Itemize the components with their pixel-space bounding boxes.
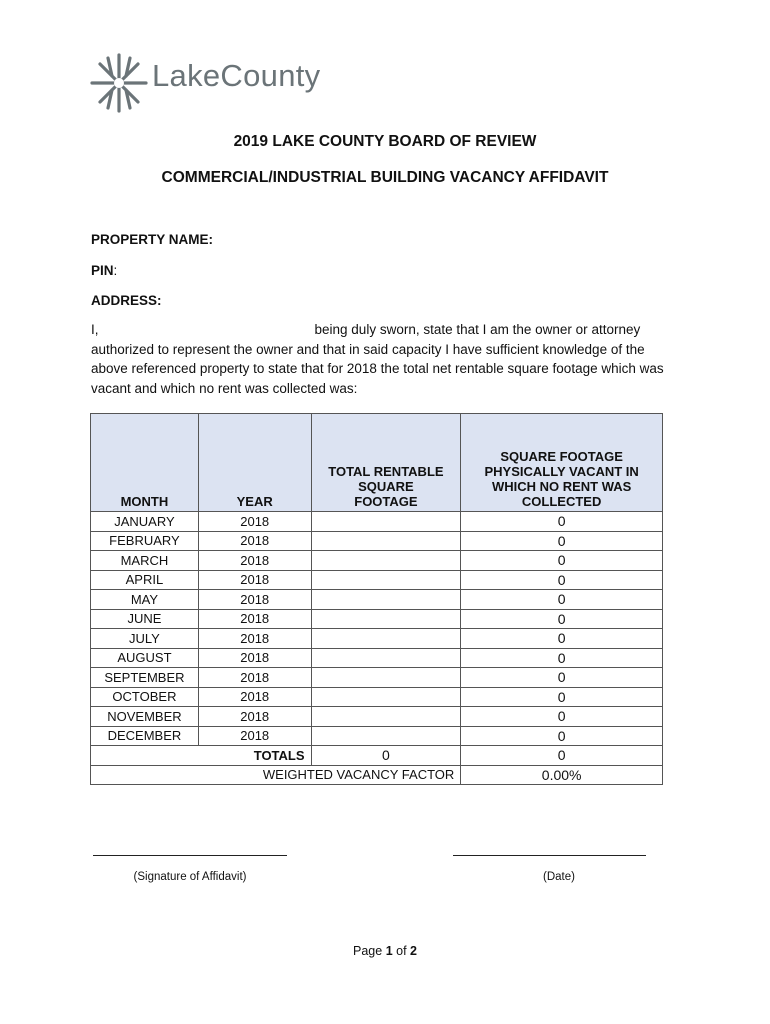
year-cell: 2018 bbox=[198, 629, 311, 649]
total-rentable-cell bbox=[311, 707, 461, 727]
month-cell: DECEMBER bbox=[91, 726, 199, 746]
pin-label bbox=[91, 263, 117, 278]
header-vacant-footage: SQUARE FOOTAGE PHYSICALLY VACANT IN WHICH NO RENT WAS COLLECTED bbox=[461, 414, 663, 512]
vacancy-table bbox=[90, 413, 663, 785]
header-month: MONTH bbox=[91, 414, 199, 512]
date-caption: (Date) bbox=[543, 871, 575, 883]
totals-rentable: 0 bbox=[311, 746, 461, 766]
month-cell: SEPTEMBER bbox=[91, 668, 199, 688]
year-cell: 2018 bbox=[198, 609, 311, 629]
vacant-footage-cell: 0 bbox=[461, 629, 663, 649]
page-of: of bbox=[392, 944, 411, 958]
table-row bbox=[91, 512, 663, 532]
month-cell: JUNE bbox=[91, 609, 199, 629]
header-total-rentable: TOTAL RENTABLE SQUARE FOOTAGE bbox=[311, 414, 461, 512]
totals-label: TOTALS bbox=[91, 746, 312, 766]
logo-wordmark: LakeCounty bbox=[152, 58, 321, 93]
vacant-footage-cell: 0 bbox=[461, 668, 663, 688]
month-cell: MARCH bbox=[91, 551, 199, 571]
total-rentable-cell bbox=[311, 687, 461, 707]
table-row bbox=[91, 590, 663, 610]
year-cell: 2018 bbox=[198, 687, 311, 707]
year-cell: 2018 bbox=[198, 531, 311, 551]
total-rentable-cell bbox=[311, 512, 461, 532]
table-row bbox=[91, 609, 663, 629]
vacant-footage-cell: 0 bbox=[461, 531, 663, 551]
table-row bbox=[91, 551, 663, 571]
total-rentable-cell bbox=[311, 570, 461, 590]
month-cell: MAY bbox=[91, 590, 199, 610]
year-cell: 2018 bbox=[198, 726, 311, 746]
total-rentable-cell bbox=[311, 609, 461, 629]
vacant-footage-cell: 0 bbox=[461, 570, 663, 590]
signature-line bbox=[93, 855, 287, 856]
year-cell: 2018 bbox=[198, 648, 311, 668]
month-cell: JULY bbox=[91, 629, 199, 649]
property-name-label: PROPERTY NAME: bbox=[91, 232, 214, 247]
year-cell: 2018 bbox=[198, 570, 311, 590]
total-rentable-cell bbox=[311, 531, 461, 551]
table-row bbox=[91, 668, 663, 688]
document-title: 2019 LAKE COUNTY BOARD OF REVIEW bbox=[233, 133, 537, 150]
year-cell: 2018 bbox=[198, 707, 311, 727]
month-cell: OCTOBER bbox=[91, 687, 199, 707]
vacant-footage-cell: 0 bbox=[461, 726, 663, 746]
page-total: 2 bbox=[410, 944, 417, 958]
total-rentable-cell bbox=[311, 648, 461, 668]
year-cell: 2018 bbox=[198, 512, 311, 532]
weighted-vacancy-value: 0.00% bbox=[461, 765, 663, 785]
date-line bbox=[453, 855, 646, 856]
signature-caption: (Signature of Affidavit) bbox=[133, 871, 247, 883]
statement-lead: I, bbox=[91, 322, 99, 337]
page-number bbox=[0, 944, 770, 958]
totals-row bbox=[91, 746, 663, 766]
page-current: 1 bbox=[385, 944, 393, 958]
table-row bbox=[91, 687, 663, 707]
vacant-footage-cell: 0 bbox=[461, 551, 663, 571]
statement-text-1: being duly sworn, state that I am the owner or bbox=[314, 322, 588, 337]
total-rentable-cell bbox=[311, 629, 461, 649]
month-cell: AUGUST bbox=[91, 648, 199, 668]
statement-text-2: attorney authorized to represent the owner and that in said capacity I have sufficient knowledge of the above referenced property to state that for 2018 the total net rentable square footage which was vacant and which no rent was collected was: bbox=[91, 322, 664, 396]
month-cell: FEBRUARY bbox=[91, 531, 199, 551]
vacant-footage-cell: 0 bbox=[461, 609, 663, 629]
table-header-row bbox=[91, 414, 663, 512]
table-row bbox=[91, 629, 663, 649]
month-cell: NOVEMBER bbox=[91, 707, 199, 727]
lake-county-logo bbox=[90, 48, 330, 118]
table-row bbox=[91, 648, 663, 668]
document-subtitle: COMMERCIAL/INDUSTRIAL BUILDING VACANCY AFFIDAVIT bbox=[161, 169, 609, 186]
table-row bbox=[91, 726, 663, 746]
table-row bbox=[91, 570, 663, 590]
total-rentable-cell bbox=[311, 551, 461, 571]
page-prefix: Page bbox=[353, 944, 386, 958]
total-rentable-cell bbox=[311, 668, 461, 688]
vacant-footage-cell: 0 bbox=[461, 512, 663, 532]
month-cell: JANUARY bbox=[91, 512, 199, 532]
year-cell: 2018 bbox=[198, 590, 311, 610]
year-cell: 2018 bbox=[198, 551, 311, 571]
vacant-footage-cell: 0 bbox=[461, 687, 663, 707]
pin-colon: : bbox=[113, 263, 118, 278]
address-label: ADDRESS: bbox=[91, 293, 162, 308]
table-row bbox=[91, 531, 663, 551]
totals-vacant: 0 bbox=[461, 746, 663, 766]
vacant-footage-cell: 0 bbox=[461, 590, 663, 610]
vacant-footage-cell: 0 bbox=[461, 707, 663, 727]
header-year: YEAR bbox=[198, 414, 311, 512]
vacant-footage-cell: 0 bbox=[461, 648, 663, 668]
weighted-vacancy-row bbox=[91, 765, 663, 785]
total-rentable-cell bbox=[311, 726, 461, 746]
year-cell: 2018 bbox=[198, 668, 311, 688]
month-cell: APRIL bbox=[91, 570, 199, 590]
table-row bbox=[91, 707, 663, 727]
starburst-logo-icon bbox=[90, 52, 148, 114]
total-rentable-cell bbox=[311, 590, 461, 610]
weighted-vacancy-label: WEIGHTED VACANCY FACTOR bbox=[91, 765, 461, 785]
pin-label-text: PIN bbox=[91, 263, 114, 278]
affidavit-statement bbox=[91, 320, 681, 398]
